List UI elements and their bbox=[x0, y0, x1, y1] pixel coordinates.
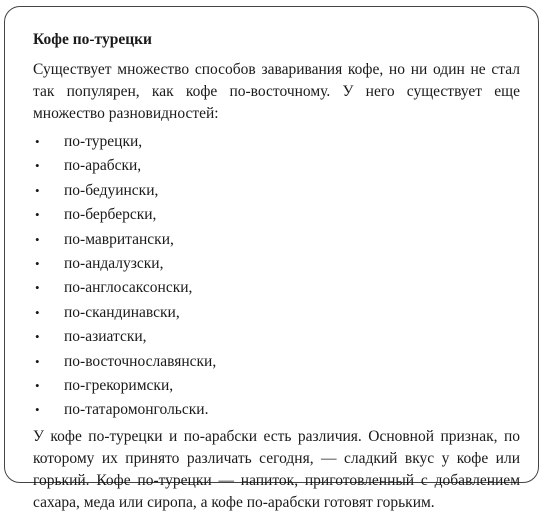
list-item bbox=[33, 276, 520, 300]
list-item-text: по-скандинавски, bbox=[64, 303, 180, 321]
list-item-text: по-андалузски, bbox=[64, 255, 164, 273]
text-box bbox=[4, 6, 539, 511]
list-item bbox=[33, 301, 520, 325]
list-item bbox=[33, 398, 520, 422]
conclusion-paragraph: У кофе по-турецки и по-арабски есть различия. Основной признак, по которому их принято различать сегодня, — сладкий вкус у кофе или горький. Кофе по-турецки — напиток, приготовленный с добавлением сахара, меда или сиропа, а кофе по-арабски готовят горьким. bbox=[33, 427, 520, 511]
bullet-icon: • bbox=[35, 231, 40, 247]
list-item-text: по-мавритански, bbox=[64, 230, 174, 248]
bullet-icon: • bbox=[35, 329, 40, 345]
bullet-icon: • bbox=[35, 207, 40, 223]
list-item bbox=[33, 203, 520, 227]
list-item bbox=[33, 228, 520, 252]
bullet-icon: • bbox=[35, 402, 40, 418]
list-item-text: по-арабски, bbox=[64, 157, 142, 175]
list-item-text: по-грекоримски, bbox=[64, 377, 174, 395]
list-item bbox=[33, 374, 520, 398]
bullet-icon: • bbox=[35, 280, 40, 296]
list-item bbox=[33, 179, 520, 203]
list-item bbox=[33, 325, 520, 349]
list-item-text: по-берберски, bbox=[64, 206, 157, 224]
list-item bbox=[33, 130, 520, 154]
bullet-icon: • bbox=[35, 256, 40, 272]
bullet-icon: • bbox=[35, 158, 40, 174]
intro-paragraph: Существует множество способов заваривания кофе, но ни один не стал так популярен, как кофе по-восточному. У него существует еще множество разновидностей: bbox=[33, 61, 520, 122]
box-title: Кофе по-турецки bbox=[33, 31, 152, 48]
list-item-text: по-бедуински, bbox=[64, 181, 159, 199]
list-item bbox=[33, 350, 520, 374]
bullet-icon: • bbox=[35, 182, 40, 198]
bullet-icon: • bbox=[35, 304, 40, 320]
list-item-text: по-азиатски, bbox=[64, 328, 147, 346]
list-item-text: по-англосаксонски, bbox=[64, 279, 193, 297]
bullet-icon: • bbox=[35, 378, 40, 394]
list-item-text: по-восточнославянски, bbox=[64, 352, 217, 370]
bullet-icon: • bbox=[35, 134, 40, 149]
variety-list bbox=[33, 130, 520, 423]
list-item-text: по-татаромонгольски. bbox=[64, 401, 209, 419]
list-item-text: по-турецки, bbox=[64, 133, 143, 150]
list-item bbox=[33, 252, 520, 276]
list-item bbox=[33, 154, 520, 178]
bullet-icon: • bbox=[35, 353, 40, 369]
